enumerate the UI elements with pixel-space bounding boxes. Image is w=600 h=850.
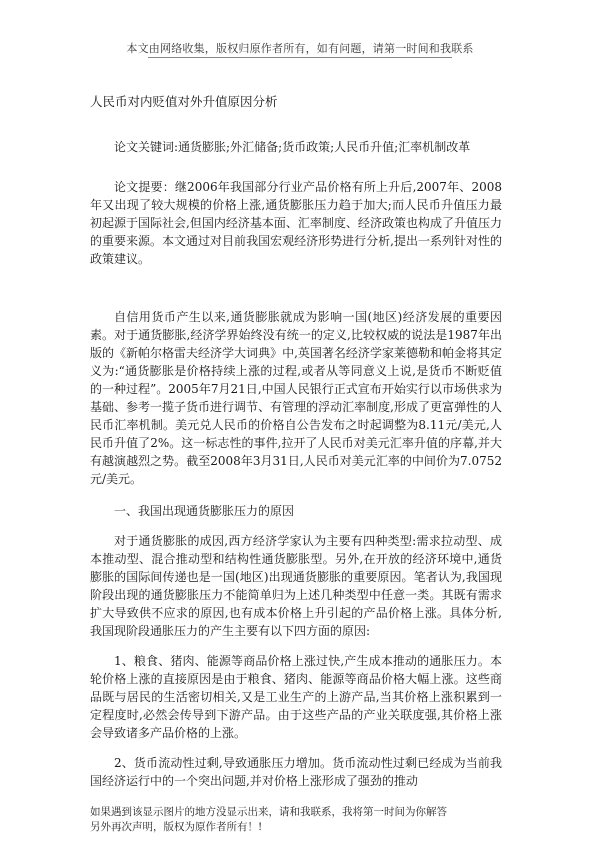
footer-notice (90, 805, 447, 835)
section-heading: 一、我国出现通货膨胀压力的原因 (114, 504, 295, 518)
intro-paragraph: 自信用货币产生以来,通货膨胀就成为影响一国(地区)经济发展的重要因素。对于通货膨胀,经济学界始终没有统一的定义,比较权威的说法是1987年出版的《新帕尔格雷夫经济学大词典》中,英国著名经济学家莱德勒和帕金将其定义为:“通货膨胀是价格持续上涨的过程,或者从等同意义上说,是货币不断贬值的一种过程”。2005年7月21日,中国人民银行正式宣布开始实行以市场供求为基础、参考一揽子货币进行调节、有管理的浮动汇率制度,形成了更富弹性的人民币汇率机制。美元兑人民币的价格自公告发布之时起调整为8.11元/美元,人民币升值了2%。这一标志性的事件,拉开了人民币对美元汇率升值的序幕,并大有越演越烈之势。截至2008年3月31日,人民币对美元汇率的中间价为7.0752元/美元。 (90, 310, 502, 486)
footer-line-2: 另外再次声明，版权为原作者所有！! (90, 821, 263, 833)
abstract-paragraph: 论文提要：继2006年我国部分行业产品价格有所上升后,2007年、2008年又出现了较大规模的价格上涨,通货膨胀压力趋于加大;而人民币升值压力最初起源于国际社会,但国内经济基本面、汇率制度、经济政策也构成了升值压力的重要来源。本文通过对目前我国宏观经济形势进行分析,提出一系列针对性的政策建议。 (90, 180, 502, 266)
point-two-paragraph: 2、货币流动性过剩,导致通胀压力增加。货币流动性过剩已经成为当前我国经济运行中的一个突出问题,并对价格上涨形成了强劲的推动 (90, 756, 502, 788)
keywords-paragraph: 论文关键词:通货膨胀;外汇储备;货币政策;人民币升值;汇率机制改革 (114, 140, 471, 154)
point-one-paragraph: 1、粮食、猪肉、能源等商品价格上涨过快,产生成本推动的通胀压力。本轮价格上涨的直接原因是由于粮食、猪肉、能源等商品价格大幅上涨。这些商品既与居民的生活密切相关,又是工业生产的上游产品,当其价格上涨积累到一定程度时,必然会传导到下游产品。由于这些产品的产业关联度强,其价格上涨会导致诸多产品价格的上涨。 (90, 654, 502, 740)
section-body-paragraph: 对于通货膨胀的成因,西方经济学家认为主要有四种类型:需求拉动型、成本推动型、混合推动型和结构性通货膨胀型。另外,在开放的经济环境中,通货膨胀的国际间传递也是一国(地区)出现通货膨胀的重要原因。笔者认为,我国现阶段出现的通货膨胀压力不能简单归为上述几种类型中任意一类。其既有需求扩大导致供不应求的原因,也有成本价格上升引起的产品价格上涨。具体分析,我国现阶段通胀压力的产生主要有以下四方面的原因: (90, 534, 502, 638)
header-notice: 本文由网络收集，版权归原作者所有，如有问题，请第一时间和我联系 (126, 42, 474, 55)
header-divider (148, 57, 452, 58)
document-body (90, 138, 502, 788)
footer-line-1: 如果遇到该显示图片的地方没显示出来，请和我联系，我将第一时间为你解答 (90, 806, 447, 818)
document-title: 人民币对内贬值对外升值原因分析 (90, 94, 278, 109)
